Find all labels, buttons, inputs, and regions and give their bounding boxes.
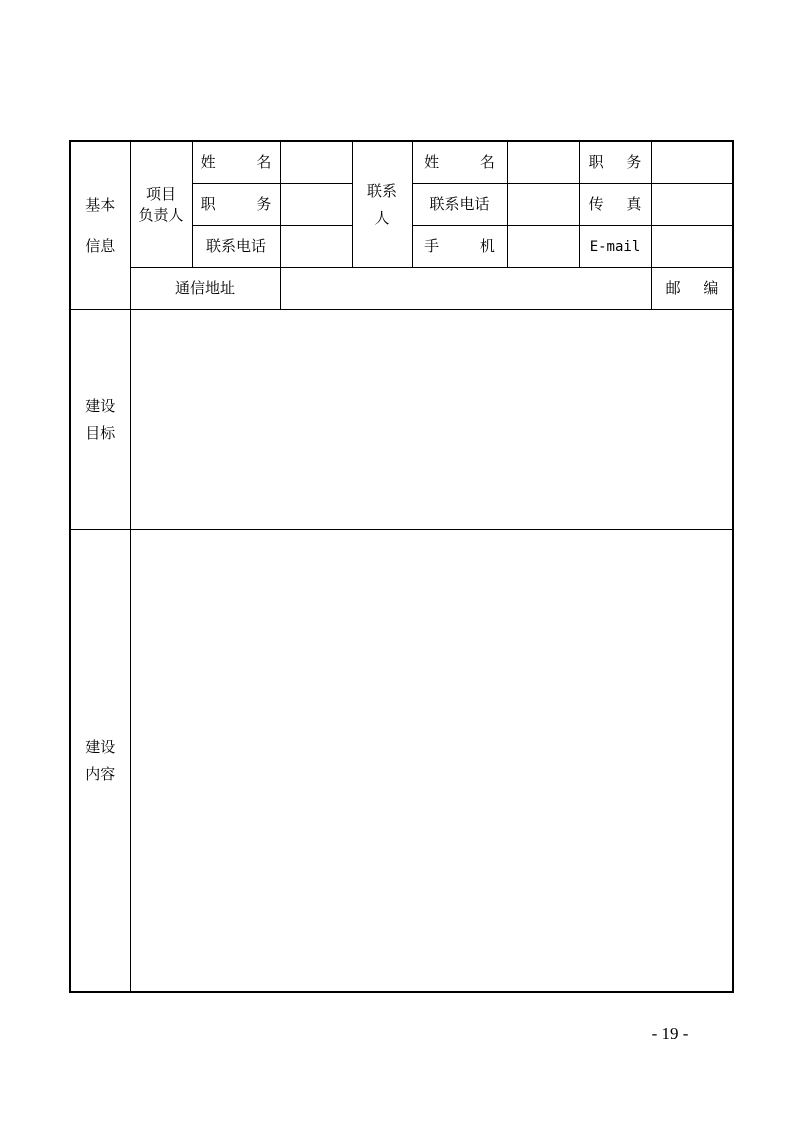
- content-label-cell: [70, 530, 130, 993]
- fax-input[interactable]: [651, 184, 733, 226]
- goals-label-line1: 建设: [85, 396, 116, 415]
- goals-label-line2: 目标: [85, 423, 116, 442]
- project-leader-label-cell: [130, 141, 192, 268]
- leader-position-label: 职 务: [192, 184, 280, 226]
- basic-info-label-cell: [70, 141, 130, 310]
- postcode-label: 邮 编: [651, 268, 733, 310]
- content-label-line2: 内容: [85, 764, 116, 783]
- leader-phone-input[interactable]: [280, 226, 352, 268]
- contact-position-input[interactable]: [651, 141, 733, 184]
- leader-position-input[interactable]: [280, 184, 352, 226]
- goals-input-area[interactable]: [130, 310, 733, 530]
- contact-person-label-line2: 人: [374, 208, 390, 227]
- content-label-line1: 建设: [85, 737, 116, 756]
- email-label: E-mail: [579, 226, 651, 268]
- contact-phone-input[interactable]: [507, 184, 579, 226]
- project-leader-label-line2: 负责人: [138, 205, 184, 224]
- contact-position-label: 职 务: [579, 141, 651, 184]
- contact-person-label-cell: [352, 141, 412, 268]
- basic-info-label-line2: 信息: [85, 236, 116, 255]
- address-input[interactable]: [280, 268, 651, 310]
- contact-name-label: 姓 名: [412, 141, 507, 184]
- mobile-input[interactable]: [507, 226, 579, 268]
- address-label: 通信地址: [130, 268, 280, 310]
- contact-person-label-line1: 联系: [366, 181, 397, 200]
- project-info-form: [69, 140, 734, 993]
- leader-name-input[interactable]: [280, 141, 352, 184]
- fax-label: 传 真: [579, 184, 651, 226]
- contact-phone-label: 联系电话: [412, 184, 507, 226]
- contact-name-input[interactable]: [507, 141, 579, 184]
- mobile-label: 手 机: [412, 226, 507, 268]
- email-input[interactable]: [651, 226, 733, 268]
- content-input-area[interactable]: [130, 530, 733, 993]
- basic-info-label-line1: 基本: [85, 195, 116, 214]
- leader-name-label: 姓 名: [192, 141, 280, 184]
- project-leader-label-line1: 项目: [145, 184, 176, 203]
- leader-phone-label: 联系电话: [192, 226, 280, 268]
- page-number: - 19 -: [651, 1024, 689, 1043]
- goals-label-cell: [70, 310, 130, 530]
